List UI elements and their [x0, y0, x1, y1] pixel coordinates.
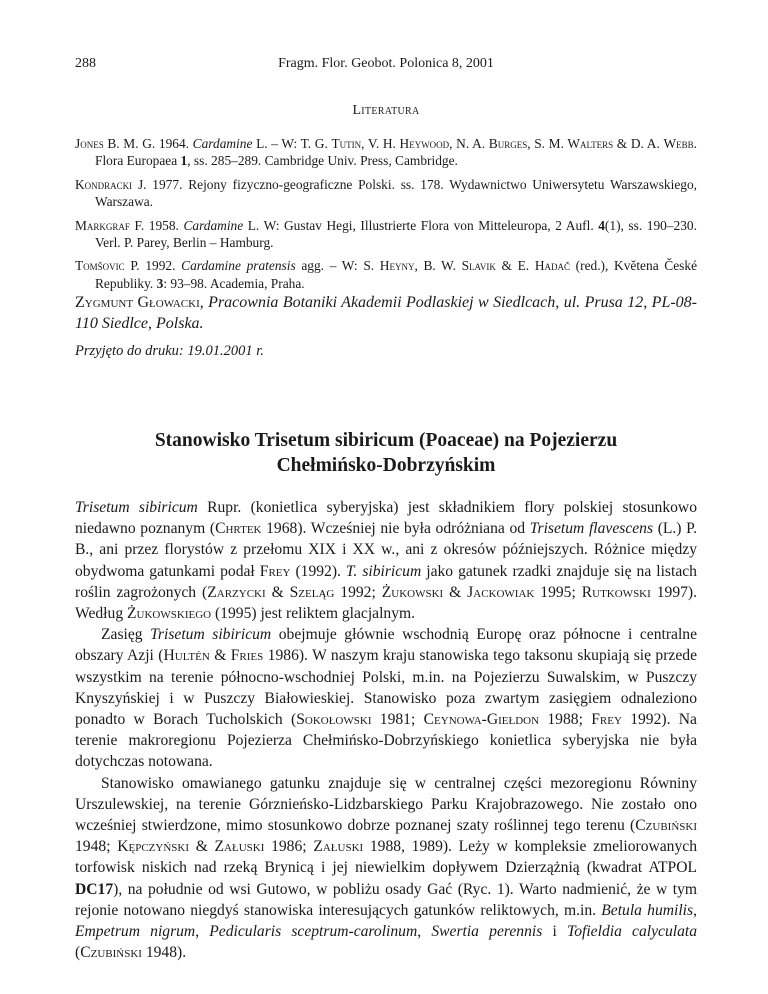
reference-item: Kondracki J. 1977. Rejony fizyczno-geograficzne Polski. ss. 178. Wydawnictwo Uniwersytetu Warszawskiego, Warszawa. — [75, 176, 698, 210]
page-number: 288 — [75, 56, 96, 71]
reference-item: Jones B. M. G. 1964. Cardamine L. – W: T. G. Tutin, V. H. Heywood, N. A. Burges, S. M. Walters & D. A. Webb. Flora Europaea 1, ss. 285–289. Cambridge Univ. Press, Cambridge. — [75, 136, 697, 169]
reference-item: Tomšovic P. 1992. Cardamine pratensis agg. – W: S. Heyny, B. W. Slavik & E. Hadač (red.), Květena České Republiky. 3: 93–98. Academia, Praha. — [75, 258, 698, 291]
article-title: Stanowisko Trisetum sibiricum (Poaceae) na Pojezierzu Chełmińsko-Dobrzyńskim — [154, 430, 618, 476]
article-body — [75, 497, 697, 963]
paragraph: Trisetum sibiricum Rupr. (konietlica syberyjska) jest składnikiem flory polskiej stosunkowo niedawno poznanym (Chrtek 1968). Wcześniej nie była odróżniana od Trisetum flavescens (L.) P. B., ani przez florystów z przełomu XIX i XX w., ani z okresów późniejszych. Różnice między obydwoma gatunkami podał Frey (1992). T. sibiricum jako gatunek rzadki znajduje się na listach roślin zagrożonych (Zarzycki & Szeląg 1992; Żukowski & Jackowiak 1995; Rutkowski 1997). Według Żukowskiego (1995) jest reliktem glacjalnym. — [75, 499, 698, 623]
affiliation-text: , Pracownia Botaniki Akademii Podlaskiej w Siedlcach, ul. Prusa 12, PL-08-110 Siedlce, Polska. — [75, 294, 697, 332]
literature-heading: Literatura — [352, 103, 420, 118]
reference-list — [75, 135, 697, 298]
author-name: Zygmunt Głowacki — [75, 294, 200, 311]
author-affiliation — [75, 292, 697, 334]
paragraph: Stanowisko omawianego gatunku znajduje się w centralnej części mezoregionu Równiny Urszulewskiej, na terenie Górznieńsko-Lidzbarskiego Parku Krajobrazowego. Nie zostało ono wcześniej stwierdzone, mimo stosunkowo dobrze poznanej szaty roślinnej tego terenu (Czubiński 1948; Kępczyński & Załuski 1986; Załuski 1988, 1989). Leży w kompleksie zmeliorowanych torfowisk niskich nad rzeką Brynicą i jej niewielkim dopływem Dzierzążnią (kwadrat ATPOL DC17), na południe od wsi Gutowo, w pobliżu osady Gać (Ryc. 1). Warto nadmienić, że w tym rejonie notowano niegdyś stanowiska interesujących gatunków reliktowych, m.in. Betula humilis, Empetrum nigrum, Pedicularis sceptrum-carolinum, Swertia perennis i Tofieldia calyculata (Czubiński 1948). — [75, 774, 697, 962]
journal-citation: Fragm. Flor. Geobot. Polonica 8, 2001 — [278, 56, 494, 71]
accepted-date: Przyjęto do druku: 19.01.2001 r. — [75, 343, 264, 359]
paragraph: Zasięg Trisetum sibiricum obejmuje głównie wschodnią Europę oraz północne i centralne obszary Azji (Hultén & Fries 1986). W naszym kraju stanowiska tego taksonu skupiają się przede wszystkim na terenie północno-wschodniej Polski, m.in. na Pojezierzu Suwalskim, w Puszczy Knyszyńskiej i w Puszczy Białowieskiej. Stanowisko poza zwartym zasięgiem odnaleziono ponadto w Borach Tucholskich (Sokołowski 1981; Ceynowa-Giełdon 1988; Frey 1992). Na terenie makroregionu Pojezierza Chełmińsko-Dobrzyńskiego konietlica syberyjska nie była dotychczas notowana. — [75, 626, 698, 771]
reference-item: Markgraf F. 1958. Cardamine L. W: Gustav Hegi, Illustrierte Flora von Mitteleuropa, 2 Aufl. 4(1), ss. 190–230. Verl. P. Parey, Berlin – Hamburg. — [75, 217, 697, 251]
